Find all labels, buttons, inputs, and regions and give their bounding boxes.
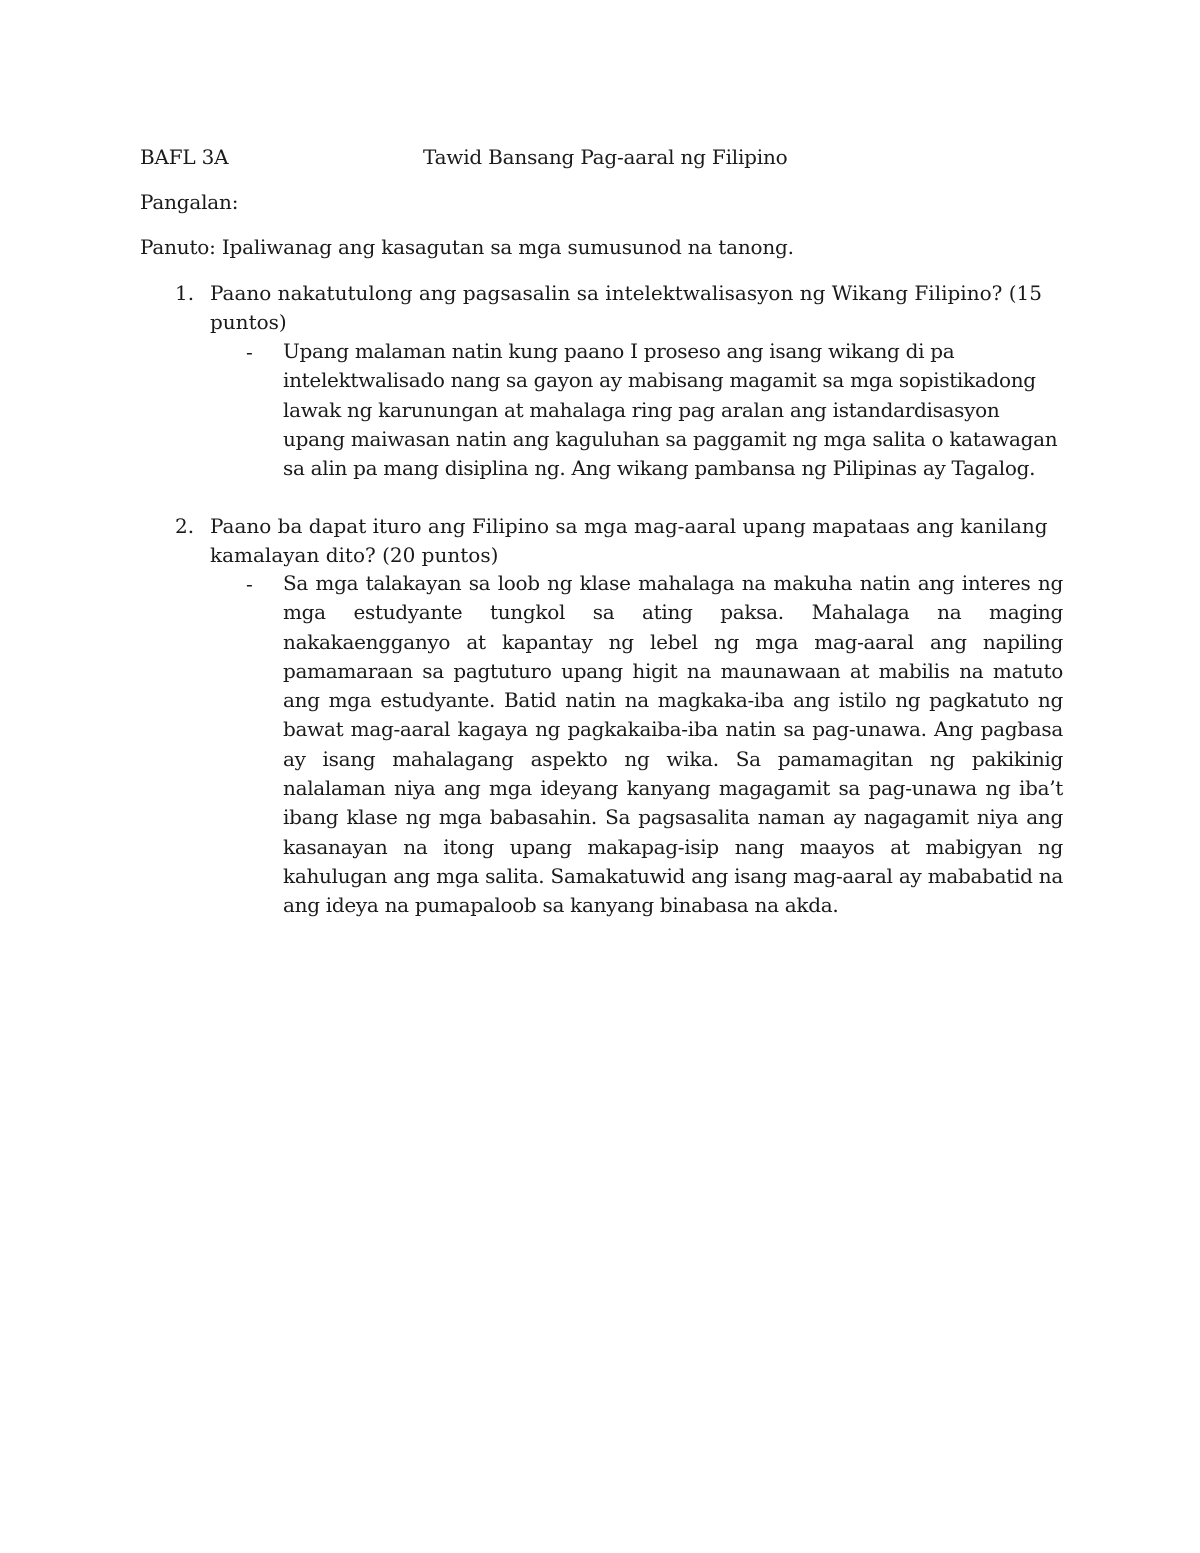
- course-code: BAFL 3A: [140, 145, 229, 169]
- instructions: Panuto: Ipaliwanag ang kasagutan sa mga sumusunod na tanong.: [140, 235, 794, 259]
- answer-bullet: -: [246, 340, 253, 364]
- question-text: Paano ba dapat ituro ang Filipino sa mga mag-aaral upang mapataas ang kanilang kamalayan dito? (20 puntos): [210, 514, 1048, 567]
- document-title: Tawid Bansang Pag-aaral ng Filipino: [423, 145, 788, 169]
- answer-text: Sa mga talakayan sa loob ng klase mahalaga na makuha natin ang interes ng mga estudyante tungkol sa ating paksa. Mahalaga na maging nakakaengganyo at kapantay ng lebel ng mga mag-aaral ang napiling pamamaraan sa pagtuturo upang higit na maunawaan at mabilis na matuto ang mga estudyante. Batid natin na magkaka-iba ang istilo ng pagkatuto ng bawat mag-aaral kagaya ng pagkakaiba-iba natin sa pag-unawa. Ang pagbasa ay isang mahalagang aspekto ng wika. Sa pamamagitan ng pakikinig nalalaman niya ang mga ideyang kanyang magagamit sa pag-unawa ng iba’t ibang klase ng mga babasahin. Sa pagsasalita naman ay nagagamit niya ang kasanayan na itong upang makapag-isip nang maayos at mabigyan ng kahulugan ang mga salita. Samakatuwid ang isang mag-aaral ay mababatid na ang ideya na pumapaloob sa kanyang binabasa na akda.: [283, 571, 1063, 918]
- question-text: Paano nakatutulong ang pagsasalin sa intelektwalisasyon ng Wikang Filipino? (15 puntos): [210, 281, 1042, 334]
- name-label: Pangalan:: [140, 190, 239, 214]
- question-number: 1.: [175, 281, 195, 305]
- answer-text: Upang malaman natin kung paano I proseso ang isang wikang di pa intelektwalisado nang sa gayon ay mabisang magamit sa mga sopistikadong lawak ng karunungan at mahalaga ring pag aralan ang istandardisasyon upang maiwasan natin ang kaguluhan sa paggamit ng mga salita o katawagan sa alin pa mang disiplina ng. Ang wikang pambansa ng Pilipinas ay Tagalog.: [283, 339, 1058, 481]
- question-number: 2.: [175, 514, 195, 538]
- answer-bullet: -: [246, 572, 253, 596]
